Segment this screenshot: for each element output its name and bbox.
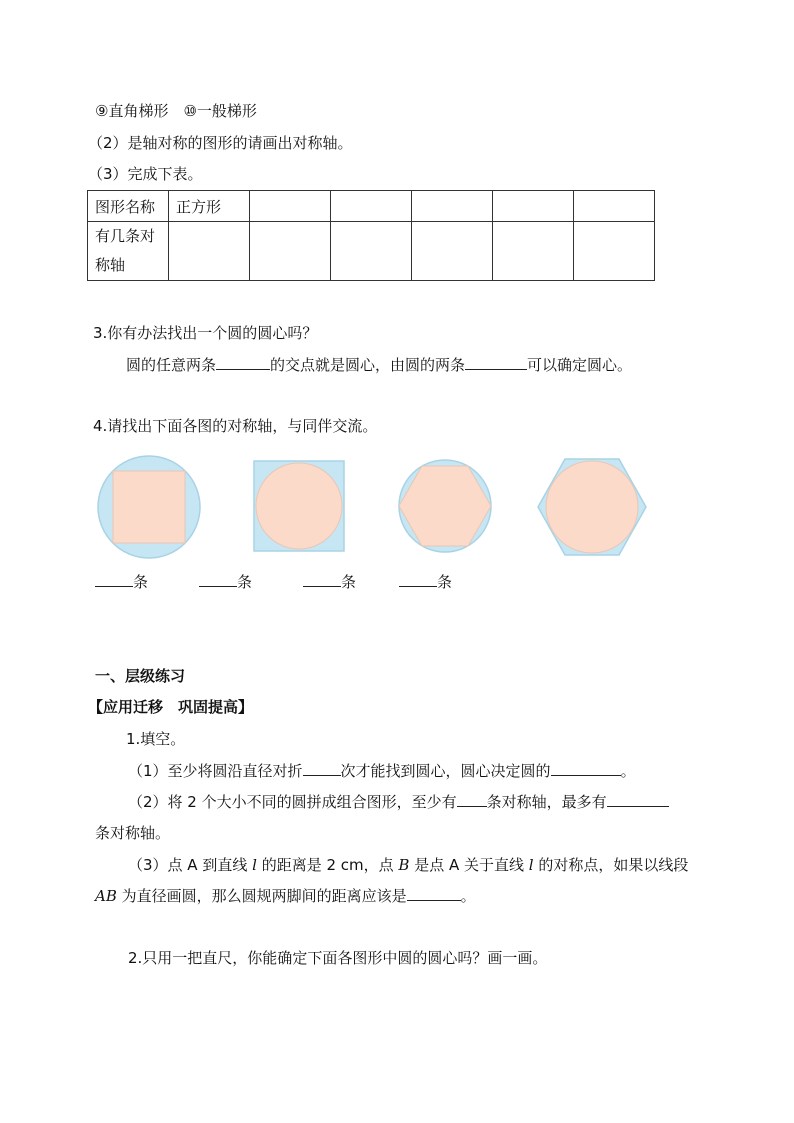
figure-circle-inscribed-square [96,454,202,560]
table-cell [574,222,655,281]
q1-2-text-a: （2）将 2 个大小不同的圆拼成组合图形，至少有 [128,793,457,811]
table-cell [331,191,412,222]
table-header-axes-line1: 有几条对 [95,227,156,245]
blank [95,572,133,587]
practice-q1-1 [128,761,636,781]
figure-1-answer [95,572,148,592]
symmetry-table [87,190,655,281]
q1-3-text-c: 是点 A 关于直线 [409,856,529,874]
blank [457,792,487,807]
section-4-title: 4.请找出下面各图的对称轴，与同伴交流。 [93,417,378,435]
practice-q2-title: 2.只用一把直尺，你能确定下面各图形中圆的圆心吗？画一画。 [128,949,548,967]
section-3-text-a: 圆的任意两条 [126,356,217,374]
practice-subheading: 【应用迁移 巩固提高】 [88,698,254,716]
practice-q1-2 [128,792,669,812]
q1-1-text-a: （1）至少将圆沿直径对折 [128,762,303,780]
practice-q1-3 [128,855,688,875]
blank [607,792,669,807]
unit-label: 条 [341,573,357,591]
top-item-line: ⑨直角梯形 ⑩一般梯形 [95,102,257,120]
section-3-text-c: 可以确定圆心。 [527,356,633,374]
unit-label: 条 [437,573,453,591]
q1-1-text-c: 。 [620,762,636,780]
table-row [88,222,655,281]
inner-circle-shape [546,461,638,553]
table-cell [250,222,331,281]
figure-4-answer [399,572,452,592]
q1-1-text-b: 次才能找到圆心，圆心决定圆的 [340,762,551,780]
practice-q1-2-cont: 条对称轴。 [95,824,171,842]
table-header-axes-count [88,222,169,281]
figure-circle-inscribed-hexagon [397,458,493,554]
unit-label: 条 [133,573,149,591]
q1-3-text-b: 的距离是 2 cm，点 [256,856,399,874]
line-l-label: l [528,856,534,874]
table-cell [493,222,574,281]
table-cell [331,222,412,281]
segment-ab-label: AB [95,887,117,905]
question-2-line: （2）是轴对称的图形的请画出对称轴。 [88,134,353,152]
line-l-label: l [252,856,257,874]
section-3-text-b: 的交点就是圆心，由圆的两条 [270,356,466,374]
section-3-title: 3.你有办法找出一个圆的圆心吗？ [93,324,318,342]
section-3-fill-line [126,355,632,375]
figure-3-answer [303,572,356,592]
table-cell [493,191,574,222]
figure-2-answer [199,572,252,592]
figure-hexagon-inscribed-circle [536,458,648,556]
table-header-shape-name: 图形名称 [88,191,169,222]
figure-square-inscribed-circle [253,460,345,552]
q1-3-text-d: 的对称点，如果以线段 [533,856,689,874]
table-cell [412,191,493,222]
q1-3-text-f: 。 [460,887,476,905]
table-cell-square: 正方形 [169,191,250,222]
blank [551,761,621,776]
blank [303,761,341,776]
blank [303,572,341,587]
q1-2-text-b: 条对称轴，最多有 [486,793,607,811]
inner-square-shape [113,471,185,543]
question-3-line: （3）完成下表。 [88,165,203,183]
point-b-label: B [398,856,410,874]
blank [399,572,437,587]
blank [216,355,270,370]
blank [407,886,461,901]
practice-heading: 一、层级练习 [95,667,186,685]
table-row [88,191,655,222]
unit-label: 条 [237,573,253,591]
blank [465,355,527,370]
blank [199,572,237,587]
table-cell [574,191,655,222]
table-header-axes-line2: 称轴 [95,256,126,274]
practice-q1-3-cont [95,886,476,906]
table-cell [169,222,250,281]
practice-q1-title: 1.填空。 [126,730,186,748]
q1-3-text-e: 为直径画圆，那么圆规两脚间的距离应该是 [116,887,407,905]
table-cell [250,191,331,222]
q1-3-text-a: （3）点 A 到直线 [128,856,253,874]
table-cell [412,222,493,281]
inner-circle-shape [256,463,342,549]
